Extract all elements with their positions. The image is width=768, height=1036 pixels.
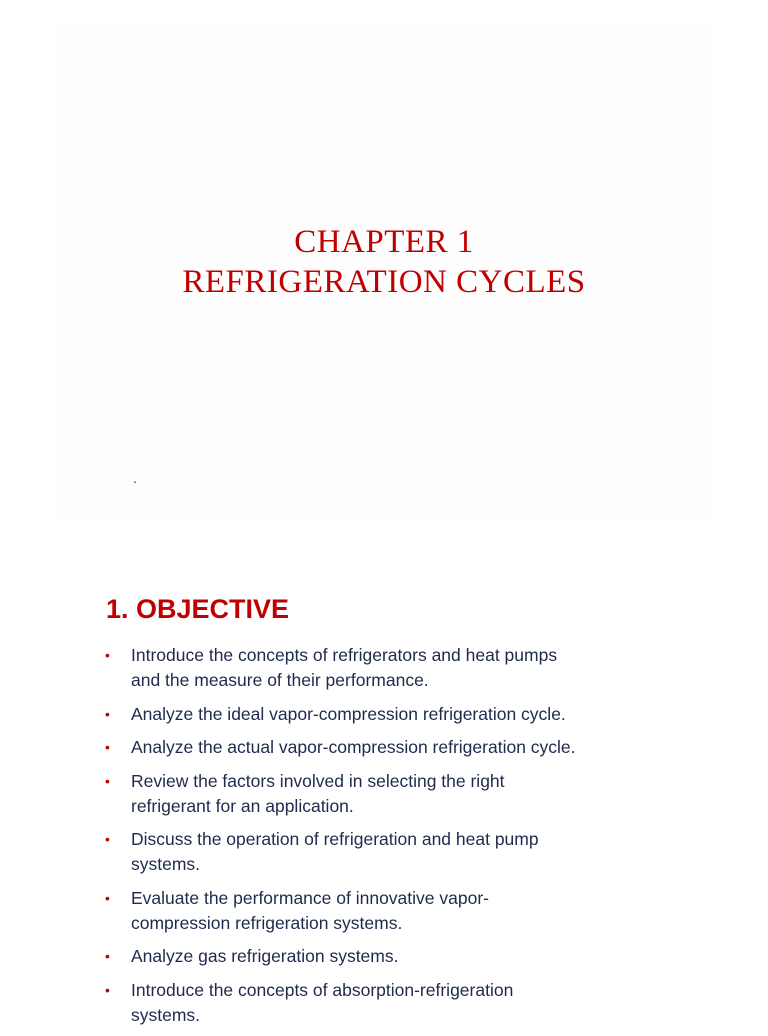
objective-text-line: Review the factors involved in selecting the right [131, 770, 505, 791]
chapter-heading [0, 222, 768, 302]
bullet-icon: • [105, 705, 110, 722]
objective-text-line: Introduce the concepts of refrigerators and heat pumps [131, 645, 558, 665]
objective-text-line: Introduce the concepts of absorption-refrigeration [131, 979, 514, 1000]
objective-item [105, 827, 665, 877]
chapter-title: REFRIGERATION CYCLES [182, 264, 586, 300]
objective-item [105, 643, 665, 693]
objective-text-line: Analyze the actual vapor-compression refrigeration cycle. [131, 737, 576, 757]
chapter-number: CHAPTER 1 [294, 224, 474, 260]
bullet-icon: • [105, 831, 110, 847]
objective-item [105, 886, 665, 936]
slide-dot: . [133, 470, 137, 486]
objective-text-line: systems. [131, 854, 201, 874]
objective-text-line: Evaluate the performance of innovative vapor- [131, 887, 489, 908]
objective-text-line: and the measure of their performance. [131, 670, 429, 690]
objective-item [105, 735, 665, 760]
objective-heading: 1. OBJECTIVE [106, 594, 290, 624]
objective-text-line: Analyze the ideal vapor-compression refrigeration cycle. [131, 703, 566, 724]
bullet-icon: • [105, 981, 110, 998]
bullet-icon: • [105, 889, 110, 906]
bullet-icon: • [105, 948, 110, 964]
bullet-icon: • [105, 739, 110, 755]
objective-item [105, 769, 665, 819]
objective-text-line: compression refrigeration systems. [131, 912, 403, 933]
objective-text-line: refrigerant for an application. [131, 795, 354, 816]
objective-text-line: Discuss the operation of refrigeration and heat pump [131, 829, 539, 849]
objective-text-line: Analyze gas refrigeration systems. [131, 946, 399, 966]
objective-list [105, 643, 665, 1036]
bullet-icon: • [105, 772, 110, 789]
objective-item [105, 944, 665, 969]
bullet-icon: • [105, 647, 110, 663]
objective-text-line: systems. [131, 1004, 201, 1025]
objective-item [105, 702, 665, 727]
objective-item [105, 978, 665, 1028]
